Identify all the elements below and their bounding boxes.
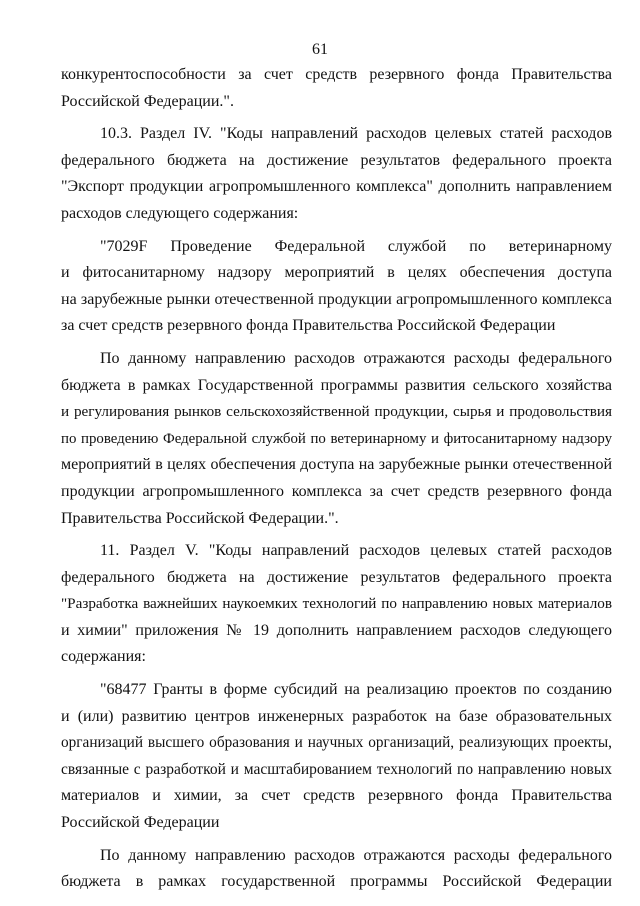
- text-line: "Экспорт продукции агропромышленного комплекса" дополнить направлением: [61, 178, 612, 196]
- text-line: федерального бюджета на достижение результатов федерального проекта: [61, 151, 612, 169]
- page-number: 61: [312, 41, 328, 58]
- text-line: и фитосанитарному надзору мероприятий в целях обеспечения доступа: [61, 264, 612, 282]
- text-line: 10.3. Раздел IV. "Коды направлений расходов целевых статей расходов: [100, 125, 612, 143]
- text-line: 11. Раздел V. "Коды направлений расходов целевых статей расходов: [100, 542, 612, 560]
- text-line: по проведению Федеральной службой по ветеринарному и фитосанитарному надзору: [61, 430, 612, 447]
- document-body: [61, 62, 612, 896]
- text-line: и регулирования рынков сельскохозяйственной продукции, сырья и продовольствия: [61, 403, 612, 421]
- text-line: По данному направлению расходов отражаются расходы федерального: [100, 846, 612, 864]
- text-line: содержания:: [61, 648, 146, 666]
- paragraph-code-7029f: [61, 234, 612, 340]
- text-line: и химии" приложения № 19 дополнить направлением расходов следующего: [61, 621, 612, 639]
- paragraph-description-7029f: [61, 346, 612, 532]
- text-line: конкурентоспособности за счет средств резервного фонда Правительства: [61, 66, 612, 83]
- text-line: мероприятий в целях обеспечения доступа на зарубежные рынки отечественной: [61, 456, 612, 474]
- paragraph-section-10-3: [61, 121, 612, 227]
- paragraph-description-68477: [61, 843, 612, 896]
- paragraph-code-68477: [61, 677, 612, 837]
- paragraph-continuation: [61, 62, 612, 115]
- text-line: "Разработка важнейших наукоемких технологий по направлению новых материалов: [61, 595, 612, 613]
- text-line: По данному направлению расходов отражаются расходы федерального: [100, 349, 612, 367]
- text-line: связанные с разработкой и масштабированием технологий по направлению новых: [61, 760, 612, 778]
- text-line: Российской Федерации.".: [61, 92, 234, 110]
- text-line: "68477 Гранты в форме субсидий на реализацию проектов по созданию: [100, 681, 612, 699]
- paragraph-section-11: [61, 538, 612, 671]
- text-line: бюджета в рамках государственной программы Российской Федерации: [61, 873, 612, 891]
- text-line: организаций высшего образования и научных организаций, реализующих проекты,: [61, 734, 612, 752]
- text-line: на зарубежные рынки отечественной продукции агропромышленного комплекса: [61, 290, 612, 308]
- text-line: федерального бюджета на достижение результатов федерального проекта: [61, 568, 612, 586]
- text-line: материалов и химии, за счет средств резервного фонда Правительства: [61, 787, 612, 805]
- text-line: "7029F Проведение Федеральной службой по ветеринарному: [100, 237, 612, 255]
- text-line: Российской Федерации: [61, 814, 220, 832]
- text-line: бюджета в рамках Государственной программы развития сельского хозяйства: [61, 376, 612, 394]
- text-line: за счет средств резервного фонда Правительства Российской Федерации: [61, 317, 556, 335]
- text-line: Правительства Российской Федерации.".: [61, 509, 339, 527]
- text-line: расходов следующего содержания:: [61, 204, 299, 222]
- text-line: и (или) развитию центров инженерных разработок на базе образовательных: [61, 707, 612, 725]
- text-line: продукции агропромышленного комплекса за счет средств резервного фонда: [61, 482, 612, 500]
